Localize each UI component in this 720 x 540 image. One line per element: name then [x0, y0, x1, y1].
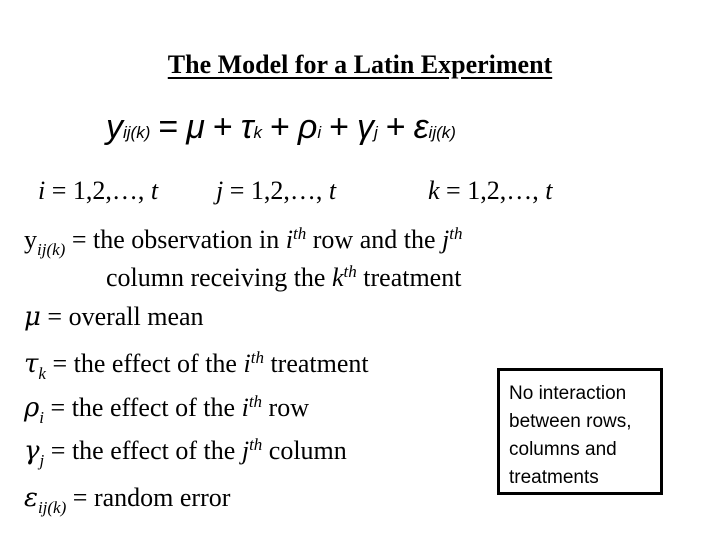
def-gamma-th: th [249, 435, 263, 454]
eq-tau: τ [240, 108, 254, 146]
def-tau-th: th [250, 348, 264, 367]
def-y-text-2: row and the [306, 225, 443, 254]
eq-plus-3: + [329, 108, 349, 146]
note-line-1: No interaction [509, 383, 627, 404]
def-y-i: i [285, 225, 294, 254]
def-y-k: k [331, 263, 344, 292]
note-line-2: between rows, [509, 411, 632, 432]
def-overall-mean [24, 302, 204, 332]
def-gamma-sub: j [39, 451, 45, 470]
index-var-k: k [428, 176, 440, 205]
note-line-4: treatments [509, 467, 599, 488]
eq-plus-2: + [269, 108, 290, 146]
eq-y: y [106, 108, 123, 146]
def-y-symbol: y [24, 225, 37, 254]
def-epsilon-symbol: ε [24, 483, 38, 513]
index-range-j-end: t [328, 176, 337, 205]
def-rho-th: th [248, 392, 263, 411]
def-y-th-3: th [343, 262, 357, 281]
eq-plus-4: + [385, 108, 406, 146]
note-line-3: columns and [509, 439, 617, 460]
index-range-j-values: = 1,2,…, [223, 176, 329, 205]
def-row-effect [24, 392, 309, 428]
eq-rho: ρ [297, 108, 318, 146]
def-observation [24, 224, 462, 260]
index-range-k-end: t [545, 176, 553, 205]
index-range-k-values: = 1,2,…, [439, 176, 546, 205]
def-gamma-symbol: γ [24, 436, 40, 466]
index-range-k [428, 176, 552, 206]
def-rho-symbol: ρ [24, 393, 40, 423]
slide-title: The Model for a Latin Experiment [167, 50, 553, 79]
def-column-effect [24, 435, 347, 471]
def-y-text-4: treatment [356, 263, 462, 292]
def-y-j: j [442, 225, 450, 254]
index-range-j [216, 176, 336, 206]
def-tau-symbol: τ [24, 349, 39, 379]
def-y-text-1: = the observation in [65, 225, 286, 254]
def-tau-end: treatment [263, 349, 369, 378]
eq-plus-1: + [212, 108, 233, 146]
def-y-sub: ij(k) [37, 240, 66, 259]
def-observation-cont [106, 262, 461, 293]
def-y-th-2: th [449, 224, 463, 243]
def-rho-sub: i [39, 408, 45, 427]
def-gamma-end: column [262, 436, 347, 465]
index-range-i-end: t [150, 176, 159, 205]
def-tau-i: i [243, 349, 251, 378]
eq-gamma-sub: j [373, 123, 378, 142]
def-rho-end: row [262, 393, 309, 422]
def-y-text-3: column receiving the [106, 263, 332, 292]
def-gamma-j: j [241, 436, 250, 465]
def-rho-text: = the effect of the [44, 393, 242, 422]
index-var-j: j [216, 176, 224, 205]
def-gamma-text: = the effect of the [44, 436, 242, 465]
eq-epsilon-sub: ij(k) [428, 123, 456, 142]
eq-epsilon: ε [413, 108, 429, 146]
def-treatment-effect [24, 348, 369, 384]
note-box [497, 368, 663, 495]
model-equation [106, 108, 456, 158]
index-range-i-values: = 1,2,…, [45, 176, 151, 205]
index-range-i [38, 176, 158, 206]
index-var-i: i [38, 176, 46, 205]
def-rho-i: i [241, 393, 249, 422]
eq-y-sub: ij(k) [123, 123, 151, 142]
eq-rho-sub: i [317, 123, 322, 142]
def-tau-sub: k [38, 364, 46, 383]
def-tau-text: = the effect of the [45, 349, 244, 378]
eq-tau-sub: k [253, 123, 262, 142]
eq-mu: μ [186, 108, 205, 146]
def-mu-symbol: μ [24, 302, 41, 332]
def-y-th-1: th [293, 224, 307, 243]
def-epsilon-sub: ij(k) [37, 498, 67, 517]
def-random-error [24, 483, 230, 518]
def-epsilon-text: = random error [66, 483, 231, 512]
eq-equals: = [158, 108, 179, 146]
eq-gamma: γ [356, 108, 374, 146]
def-mu-text: = overall mean [40, 302, 204, 331]
